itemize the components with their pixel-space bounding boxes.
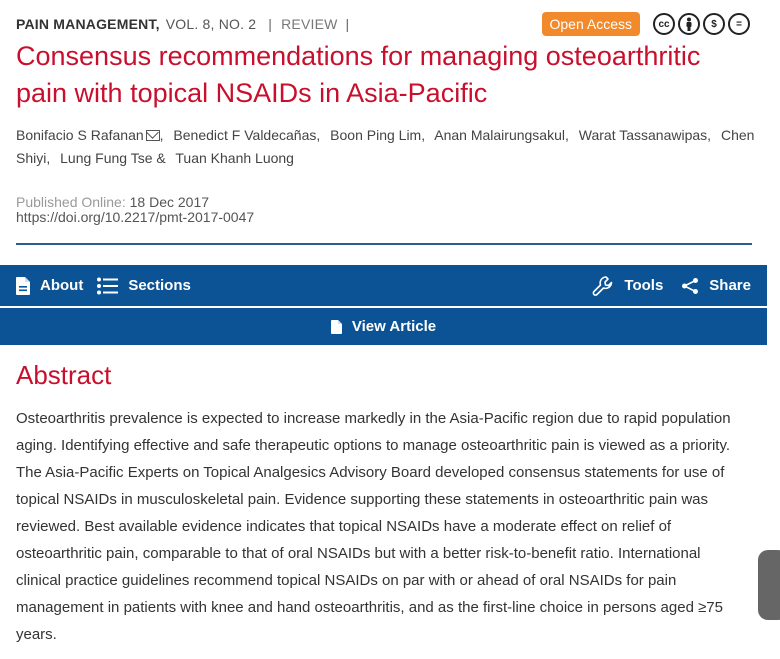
abstract-heading: Abstract [16,360,112,390]
volume-issue-link[interactable]: VOL. 8, NO. 2 [165,16,257,32]
published-date: 18 Dec 2017 [129,194,210,210]
published-label: Published Online: [16,194,126,210]
journal-name-link[interactable]: PAIN MANAGEMENT, [16,16,160,32]
about-button[interactable] [16,277,83,295]
publication-info [16,195,254,225]
author-link[interactable]: Lung Fung Tse & [60,150,166,166]
author-link[interactable]: Chen Shiyi, [16,127,755,166]
author-link[interactable]: Warat Tassanawipas, [578,127,712,143]
tools-label: Tools [624,277,664,294]
share-label: Share [709,277,751,294]
article-type: REVIEW [281,16,338,32]
document-icon [331,320,342,334]
cc-icon: cc [653,13,675,35]
about-label: About [40,277,84,294]
wrench-icon [592,275,614,297]
author-link[interactable] [16,127,164,143]
abstract-text: Osteoarthritis prevalence is expected to increase markedly in the Asia-Pacific region due to rapid population aging. Identifying effective and safe therapeutic options to manage osteoarthritic pain is viewed as a priority. The Asia-Pacific Experts on Topical Analgesics Advisory Board developed consensus statements for use of topical NSAIDs in musculoskeletal pain. Evidence supporting these statements in osteoarthritic pain was reviewed. Best available evidence indicates that topical NSAIDs have a moderate effect on relief of osteoarthritic pain, comparable to that of oral NSAIDs but with a better risk-to-benefit ratio. International clinical practice guidelines recommend topical NSAIDs on par with or ahead of oral NSAIDs for pain management in patients with knee and hand osteoarthritis, and as the first-line choice in persons aged ≥75 years. [16,410,731,643]
nc-icon: $ [703,13,725,35]
meta-separator: | [268,16,273,32]
tools-button[interactable] [592,275,663,297]
mail-icon[interactable] [146,130,160,141]
document-icon [16,277,30,295]
nd-icon: = [728,13,750,35]
sections-button[interactable] [97,277,191,295]
header-divider [16,243,752,245]
view-article-button[interactable] [0,308,767,345]
doi-link[interactable]: https://doi.org/10.2217/pmt-2017-0047 [16,209,255,225]
list-icon [97,277,118,295]
author-list [16,124,756,170]
view-article-label: View Article [351,318,437,335]
journal-meta [16,16,349,32]
article-title: Consensus recommendations for managing osteoarthritic pain with topical NSAIDs in Asia-Pacific [16,41,701,108]
share-button[interactable] [681,275,751,297]
author-separator: , [159,127,164,143]
author-link[interactable]: Tuan Khanh Luong [175,150,294,166]
sections-label: Sections [128,277,191,294]
share-icon [681,277,699,295]
open-access-badge: Open Access [542,12,641,36]
article-toolbar [0,265,767,306]
access-badges [542,12,751,36]
author-link[interactable]: Benedict F Valdecañas, [173,127,321,143]
author-link[interactable]: Boon Ping Lim, [330,127,426,143]
license-icons[interactable] [650,13,750,35]
author-link[interactable]: Anan Malairungsakul, [434,127,569,143]
feedback-tab[interactable] [758,550,780,620]
meta-separator: | [345,16,350,32]
author-name[interactable]: Bonifacio S Rafanan [16,127,144,143]
by-icon [678,13,700,35]
